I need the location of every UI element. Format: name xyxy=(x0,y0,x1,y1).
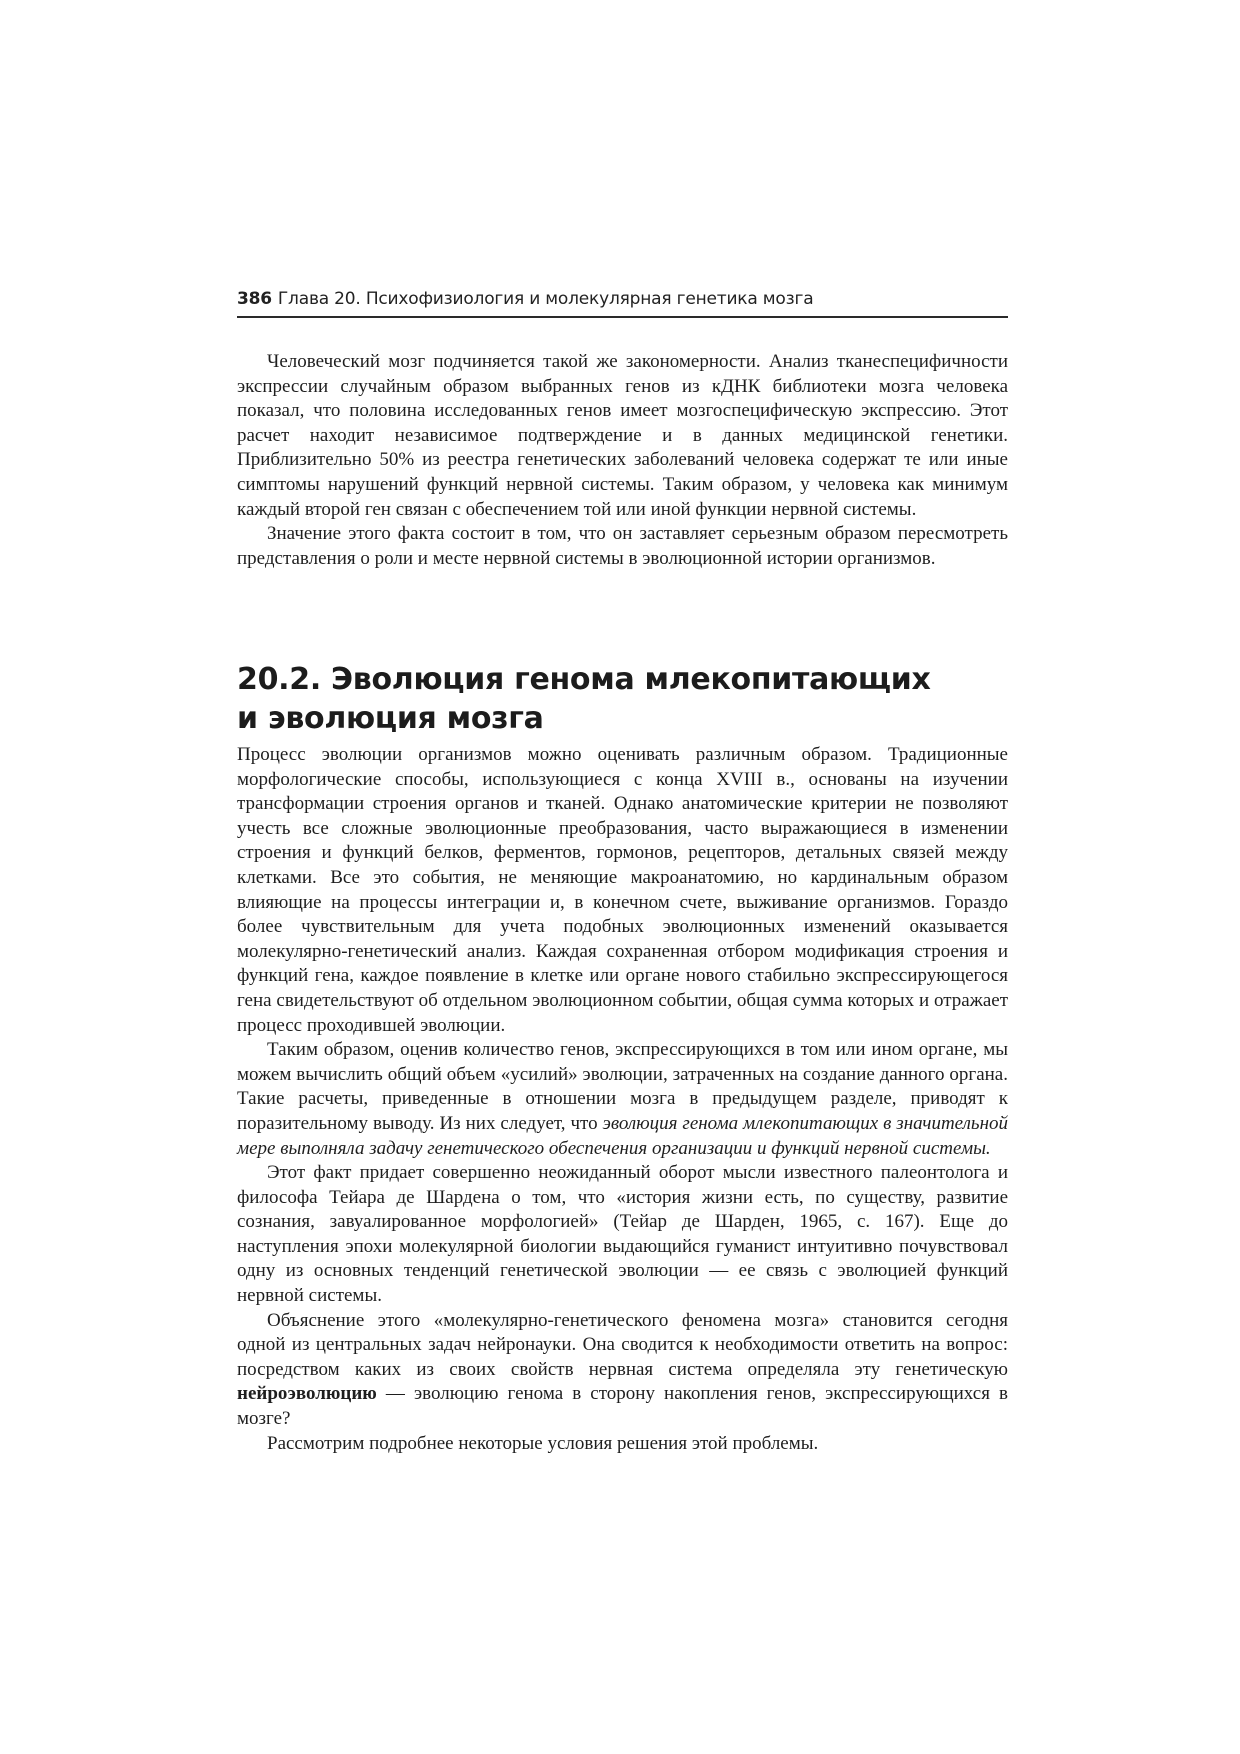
paragraph-text: Объяснение этого «молекулярно-генетического феномена мозга» становится сегодня одной из центральных задач нейронауки. Она сводится к необходимости ответить на вопрос: посредством каких из своих свойств нервная система определяла эту генетическую xyxy=(237,1309,1008,1380)
paragraph-text: Таким образом, оценив количество генов, экспрессирующихся в том или ином органе, мы можем вычислить общий объем «усилий» эволюции, затраченных на создание данного органа. Такие расчеты, приведенные в отношении мозга в предыдущем разделе, приводят к поразительному выводу. Из них следует, что xyxy=(237,1039,1008,1134)
section-heading-line: 20.2. Эволюция генома млекопитающих xyxy=(237,662,931,697)
paragraph xyxy=(237,1038,1008,1161)
section-text xyxy=(237,743,1008,1456)
paragraph: Этот факт придает совершенно неожиданный оборот мысли известного палеонтолога и философа Тейара де Шардена о том, что «история жизни есть, по существу, развитие сознания, завуалированное морфологией» (Тейар де Шарден, 1965, с. 167). Еще до наступления эпохи молекулярной биологии выдающийся гуманист интуитивно почувствовал одну из основных тенденций генетической эволюции — ее связь с эволюцией функций нервной системы. xyxy=(237,1162,1008,1307)
section-heading xyxy=(237,660,1008,738)
paragraph: Процесс эволюции организмов можно оценивать различным образом. Традиционные морфологические способы, использующиеся с конца XVIII в., основаны на изучении трансформации строения органов и тканей. Однако анатомические критерии не позволяют учесть все сложные эволюционные преобразования, часто выражающиеся в изменении строения и функций белков, ферментов, гормонов, рецепторов, детальных связей между клетками. Все это события, не меняющие макроанатомию, но кардинальным образом влияющие на процессы интеграции и, в конечном счете, выживание организмов. Гораздо более чувствительным для учета подобных эволюционных изменений оказывается молекулярно-генетический анализ. Каждая сохраненная отбором модификация строения и функций гена, каждое появление в клетке или органе нового стабильно экспрессирующегося гена свидетельствуют об отдельном эволюционном событии, общая сумма которых и отражает процесс проходившей эволюции. xyxy=(237,744,1008,1036)
italic-emphasis: эволюция генома млекопитающих в значительной мере выполняла задачу генетического обеспечения организации и функций нервной системы. xyxy=(237,1112,1008,1159)
paragraph: Человеческий мозг подчиняется такой же закономерности. Анализ тканеспецифичности экспрессии случайным образом выбранных генов из кДНК библиотеки мозга человека показал, что половина исследованных генов имеет мозгоспецифическую экспрессию. Этот расчет находит независимое подтверждение и в данных медицинской генетики. Приблизительно 50% из реестра генетических заболеваний человека содержат те или иные симптомы нарушений функций нервной системы. Таким образом, у человека как минимум каждый второй ген связан с обеспечением той или иной функции нервной системы. xyxy=(237,351,1008,520)
paragraph: Значение этого факта состоит в том, что он заставляет серьезным образом пересмотреть представления о роли и месте нервной системы в эволюционной истории организмов. xyxy=(237,523,1008,569)
running-head xyxy=(237,287,1008,311)
paragraph-text: — эволюцию генома в сторону накопления генов, экспрессирующихся в мозге? xyxy=(237,1383,1008,1430)
page-number: 386 xyxy=(237,289,272,309)
bold-term: нейроэволюцию xyxy=(237,1383,377,1405)
intro-text xyxy=(237,350,1008,571)
section-heading-line: и эволюция мозга xyxy=(237,701,544,736)
chapter-title: Глава 20. Психофизиология и молекулярная генетика мозга xyxy=(277,289,814,309)
paragraph xyxy=(237,1309,1008,1432)
paragraph: Рассмотрим подробнее некоторые условия решения этой проблемы. xyxy=(267,1432,819,1454)
header-rule xyxy=(237,316,1008,318)
